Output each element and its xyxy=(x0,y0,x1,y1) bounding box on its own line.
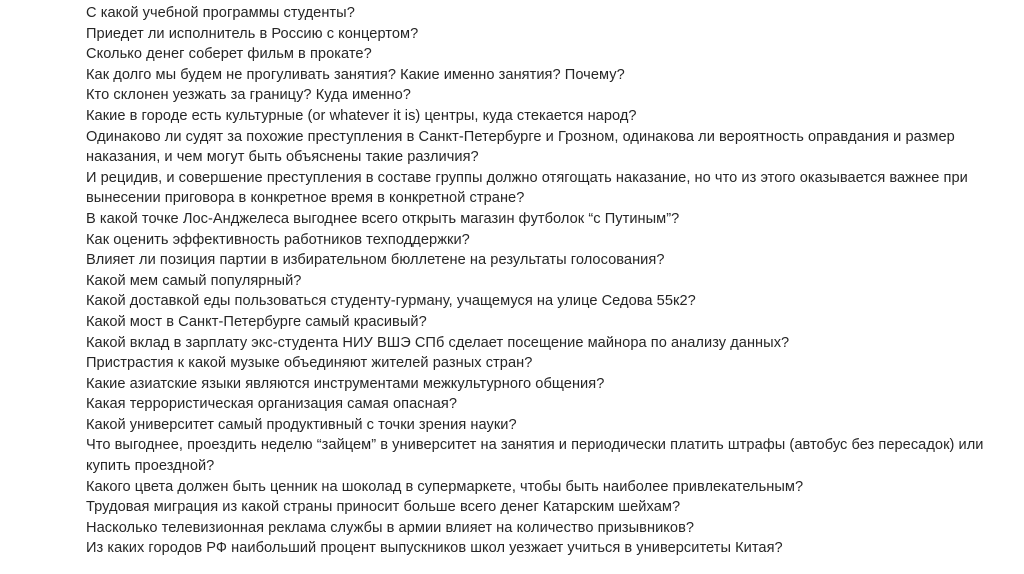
question-item: Какие в городе есть культурные (or whatever it is) центры, куда стекается народ? xyxy=(86,107,637,124)
question-item: Какого цвета должен быть ценник на шоколад в супермаркете, чтобы быть наиболее привлекательным? xyxy=(86,478,804,495)
question-item: Приедет ли исполнитель в Россию с концертом? xyxy=(86,25,419,42)
question-item: Какая террористическая организация самая опасная? xyxy=(86,396,458,413)
question-list xyxy=(86,3,1006,559)
question-item: Какой мем самый популярный? xyxy=(86,272,302,289)
question-item: Пристрастия к какой музыке объединяют жителей разных стран? xyxy=(86,355,533,372)
question-item: Какой мост в Санкт-Петербурге самый красивый? xyxy=(86,313,427,330)
question-item: Как долго мы будем не прогуливать занятия? Какие именно занятия? Почему? xyxy=(86,66,625,83)
question-item: И рецидив, и совершение преступления в составе группы должно отягощать наказание, но что из этого оказывается важнее при вынесении приговора в конкретное время в конкретной стране? xyxy=(86,169,968,207)
question-item: Влияет ли позиция партии в избирательном бюллетене на результаты голосования? xyxy=(86,252,665,269)
question-item: С какой учебной программы студенты? xyxy=(86,5,355,21)
question-item: Из каких городов РФ наибольший процент выпускников школ уезжает учиться в университеты Китая? xyxy=(86,540,783,557)
question-item: Насколько телевизионная реклама службы в армии влияет на количество призывников? xyxy=(86,519,695,536)
question-item: Какой университет самый продуктивный с точки зрения науки? xyxy=(86,416,517,433)
question-item: В какой точке Лос-Анджелеса выгоднее всего открыть магазин футболок “с Путиным”? xyxy=(86,210,680,227)
question-item: Как оценить эффективность работников техподдержки? xyxy=(86,231,470,248)
question-item: Какой вклад в зарплату экс-студента НИУ ВШЭ СПб сделает посещение майнора по анализу данных? xyxy=(86,334,790,351)
question-item: Кто склонен уезжать за границу? Куда именно? xyxy=(86,87,411,104)
question-item: Какой доставкой еды пользоваться студенту-гурману, учащемуся на улице Седова 55к2? xyxy=(86,293,696,310)
question-item: Сколько денег соберет фильм в прокате? xyxy=(86,46,372,63)
question-item: Одинаково ли судят за похожие преступления в Санкт-Петербурге и Грозном, одинакова ли вероятность оправдания и размер наказания, и чем могут быть объяснены такие различия? xyxy=(86,128,955,166)
question-item: Что выгоднее, проездить неделю “зайцем” в университет на занятия и периодически платить штрафы (автобус без пересадок) или купить проездной? xyxy=(86,437,984,475)
question-item: Трудовая миграция из какой страны приносит больше всего денег Катарским шейхам? xyxy=(86,499,681,516)
question-item: Какие азиатские языки являются инструментами межкультурного общения? xyxy=(86,375,605,392)
